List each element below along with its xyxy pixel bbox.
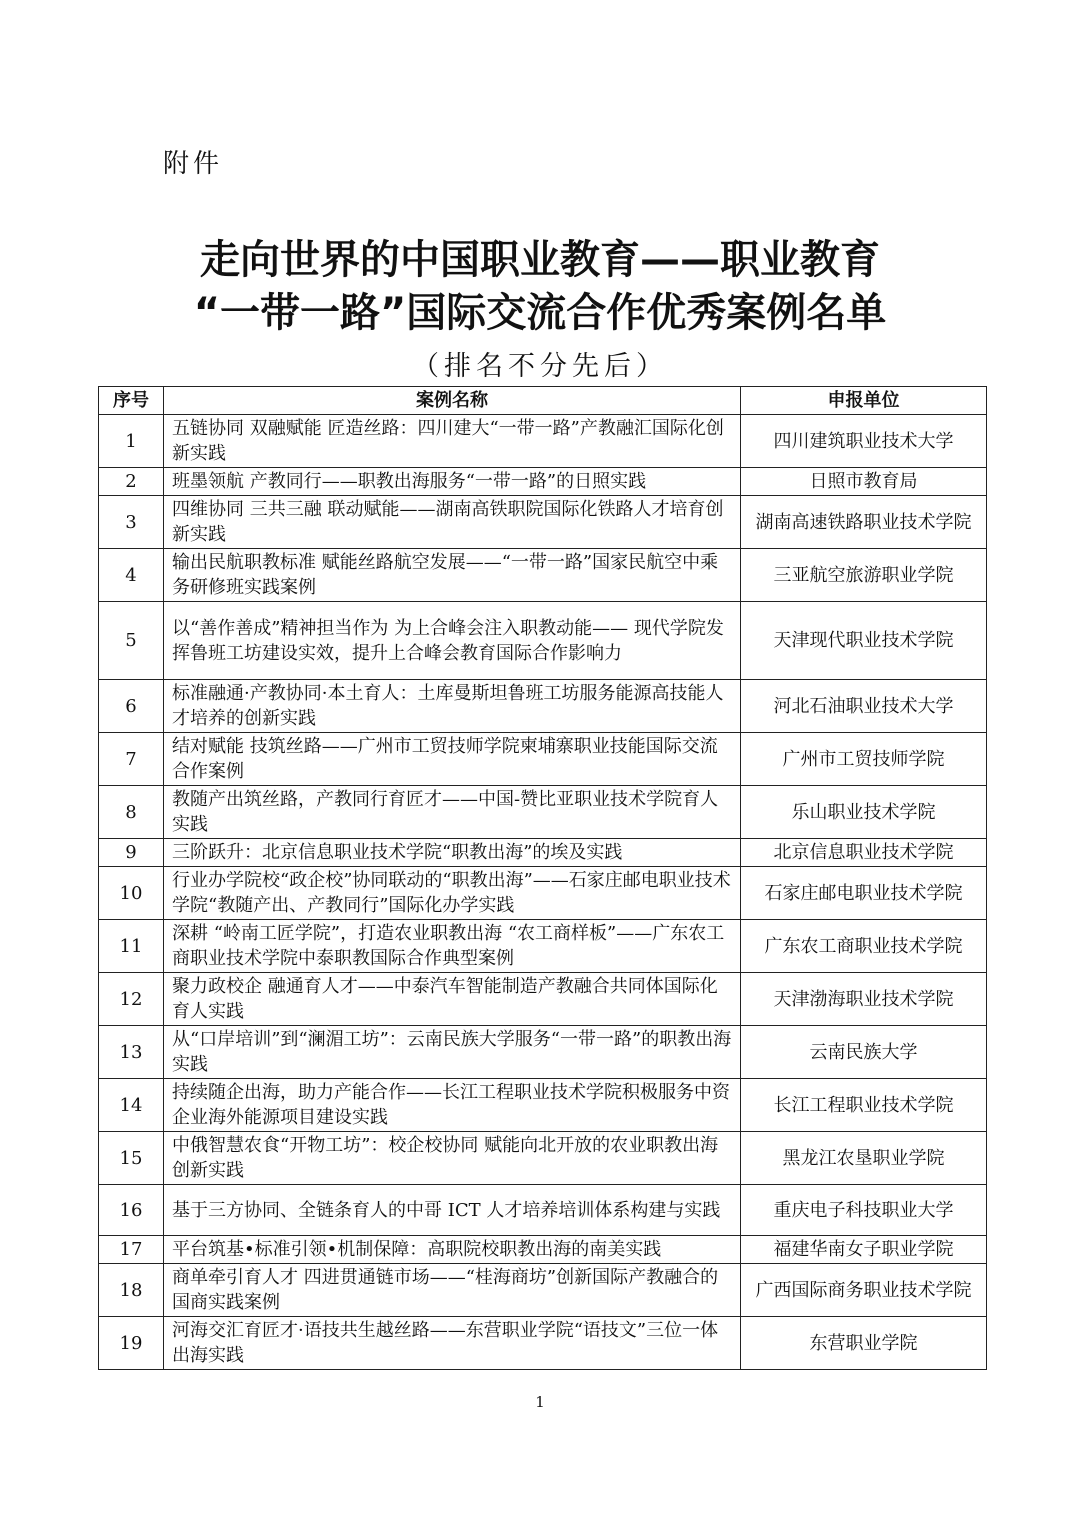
applicant-unit: 云南民族大学 <box>741 1026 987 1079</box>
case-name: 河海交汇育匠才·语技共生越丝路——东营职业学院“语技文”三位一体出海实践 <box>164 1317 741 1370</box>
table-row <box>99 1264 987 1317</box>
row-number: 6 <box>99 680 164 733</box>
document-title-line-1: 走向世界的中国职业教育——职业教育 <box>200 237 880 283</box>
header-case-name: 案例名称 <box>164 387 741 415</box>
table-row <box>99 1026 987 1079</box>
applicant-unit: 河北石油职业技术大学 <box>741 680 987 733</box>
table-row <box>99 733 987 786</box>
case-name: 持续随企出海，助力产能合作——长江工程职业技术学院积极服务中资企业海外能源项目建设实践 <box>164 1079 741 1132</box>
applicant-unit: 北京信息职业技术学院 <box>741 839 987 867</box>
row-number: 4 <box>99 549 164 602</box>
row-number: 5 <box>99 602 164 680</box>
table-row <box>99 496 987 549</box>
table-row <box>99 1132 987 1185</box>
case-name: 教随产出筑丝路，产教同行育匠才——中国-赞比亚职业技术学院育人实践 <box>164 786 741 839</box>
case-name: 四维协同 三共三融 联动赋能——湖南高铁职院国际化铁路人才培育创新实践 <box>164 496 741 549</box>
header-applicant-unit: 申报单位 <box>741 387 987 415</box>
case-name: 行业办学院校“政企校”协同联动的“职教出海”——石家庄邮电职业技术学院“教随产出、产教同行”国际化办学实践 <box>164 867 741 920</box>
table-body <box>99 415 987 1370</box>
case-list-table <box>98 386 987 1370</box>
table-row <box>99 973 987 1026</box>
row-number: 10 <box>99 867 164 920</box>
row-number: 8 <box>99 786 164 839</box>
applicant-unit: 三亚航空旅游职业学院 <box>741 549 987 602</box>
row-number: 14 <box>99 1079 164 1132</box>
document-title-line-2: “一带一路”国际交流合作优秀案例名单 <box>193 290 887 336</box>
case-name: 聚力政校企 融通育人才——中泰汽车智能制造产教融合共同体国际化育人实践 <box>164 973 741 1026</box>
case-name: 深耕 “岭南工匠学院”，打造农业职教出海 “农工商样板”——广东农工商职业技术学院中泰职教国际合作典型案例 <box>164 920 741 973</box>
row-number: 18 <box>99 1264 164 1317</box>
table-row <box>99 602 987 680</box>
row-number: 13 <box>99 1026 164 1079</box>
table-row <box>99 1317 987 1370</box>
applicant-unit: 日照市教育局 <box>741 468 987 496</box>
applicant-unit: 广州市工贸技师学院 <box>741 733 987 786</box>
applicant-unit: 乐山职业技术学院 <box>741 786 987 839</box>
table-row <box>99 839 987 867</box>
case-name: 班墨领航 产教同行——职教出海服务“一带一路”的日照实践 <box>164 468 741 496</box>
row-number: 2 <box>99 468 164 496</box>
row-number: 11 <box>99 920 164 973</box>
row-number: 9 <box>99 839 164 867</box>
applicant-unit: 东营职业学院 <box>741 1317 987 1370</box>
case-name: 标准融通·产教协同·本土育人：土库曼斯坦鲁班工坊服务能源高技能人才培养的创新实践 <box>164 680 741 733</box>
case-name: 输出民航职教标准 赋能丝路航空发展——“一带一路”国家民航空中乘务研修班实践案例 <box>164 549 741 602</box>
applicant-unit: 长江工程职业技术学院 <box>741 1079 987 1132</box>
case-name: 基于三方协同、全链条育人的中哥 ICT 人才培养培训体系构建与实践 <box>164 1185 741 1236</box>
table-row <box>99 867 987 920</box>
row-number: 15 <box>99 1132 164 1185</box>
table-header-row <box>99 387 987 415</box>
header-number: 序号 <box>99 387 164 415</box>
applicant-unit: 福建华南女子职业学院 <box>741 1236 987 1264</box>
applicant-unit: 广东农工商职业技术学院 <box>741 920 987 973</box>
row-number: 1 <box>99 415 164 468</box>
case-name: 中俄智慧农食“开物工坊”：校企校协同 赋能向北开放的农业职教出海创新实践 <box>164 1132 741 1185</box>
case-name: 从“口岸培训”到“澜湄工坊”：云南民族大学服务“一带一路”的职教出海实践 <box>164 1026 741 1079</box>
case-name: 三阶跃升：北京信息职业技术学院“职教出海”的埃及实践 <box>164 839 741 867</box>
table-row <box>99 549 987 602</box>
row-number: 17 <box>99 1236 164 1264</box>
row-number: 7 <box>99 733 164 786</box>
case-name: 以“善作善成”精神担当作为 为上合峰会注入职教动能—— 现代学院发挥鲁班工坊建设实效，提升上合峰会教育国际合作影响力 <box>164 602 741 680</box>
table-row <box>99 920 987 973</box>
table-row <box>99 680 987 733</box>
applicant-unit: 黑龙江农垦职业学院 <box>741 1132 987 1185</box>
row-number: 12 <box>99 973 164 1026</box>
attachment-label: 附件 <box>163 149 224 179</box>
applicant-unit: 四川建筑职业技术大学 <box>741 415 987 468</box>
applicant-unit: 天津现代职业技术学院 <box>741 602 987 680</box>
applicant-unit: 广西国际商务职业技术学院 <box>741 1264 987 1317</box>
document-subtitle: （排名不分先后） <box>412 351 668 382</box>
case-name: 商单牵引育人才 四进贯通链市场——“桂海商坊”创新国际产教融合的国商实践案例 <box>164 1264 741 1317</box>
case-name: 平台筑基•标准引领•机制保障：高职院校职教出海的南美实践 <box>164 1236 741 1264</box>
row-number: 16 <box>99 1185 164 1236</box>
row-number: 19 <box>99 1317 164 1370</box>
case-name: 五链协同 双融赋能 匠造丝路：四川建大“一带一路”产教融汇国际化创新实践 <box>164 415 741 468</box>
applicant-unit: 天津渤海职业技术学院 <box>741 973 987 1026</box>
case-name: 结对赋能 技筑丝路——广州市工贸技师学院柬埔寨职业技能国际交流合作案例 <box>164 733 741 786</box>
row-number: 3 <box>99 496 164 549</box>
table-row <box>99 1236 987 1264</box>
table-row <box>99 415 987 468</box>
applicant-unit: 石家庄邮电职业技术学院 <box>741 867 987 920</box>
applicant-unit: 湖南高速铁路职业技术学院 <box>741 496 987 549</box>
table-row <box>99 1185 987 1236</box>
page-number: 1 <box>535 1393 545 1411</box>
table-row <box>99 1079 987 1132</box>
applicant-unit: 重庆电子科技职业大学 <box>741 1185 987 1236</box>
table-row <box>99 468 987 496</box>
table-row <box>99 786 987 839</box>
